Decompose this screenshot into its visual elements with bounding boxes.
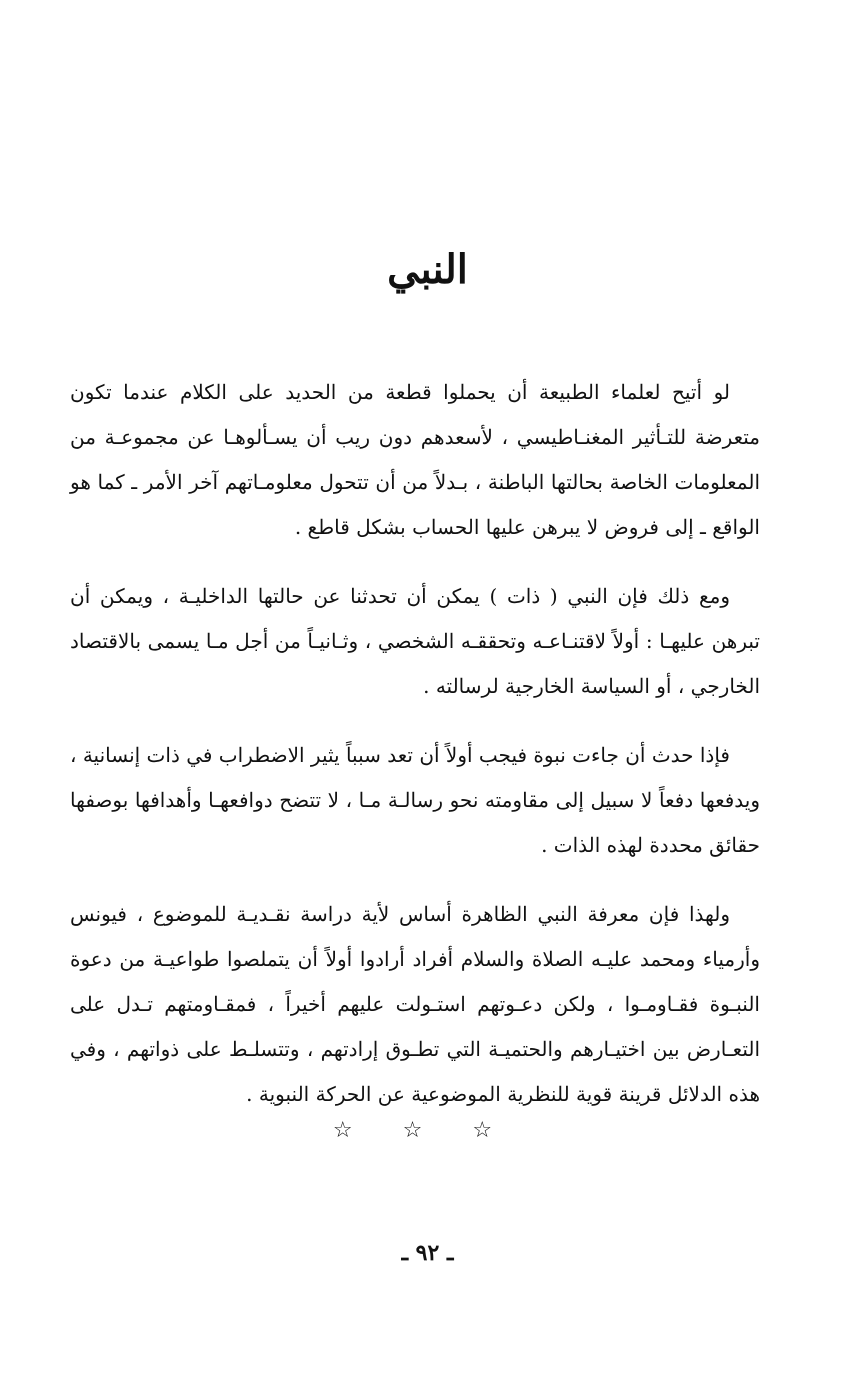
paragraph-2: ومع ذلك فإن النبي ( ذات ) يمكن أن تحدثنا عن حالتها الداخليـة ، ويمكن أن تبرهن عليهـا : أولاً لاقتنـاعـه وتحققـه الشخصي ، وثـانيـاً من أجل مـا يسمى بالاقتصاد الخارجي ، أو السياسة الخارجية لرسالته . [70,584,760,698]
section-separator [0,1118,855,1143]
star-outline-icon: ☆ [402,1118,453,1143]
chapter-title: النبي [387,246,468,293]
paragraph-3: فإذا حدث أن جاءت نبوة فيجب أولاً أن تعد سبباً يثير الاضطراب في ذات إنسانية ، ويدفعها دفعاً لا سبيل إلى مقاومته نحو رسالـة مـا ، لا تتضح دوافعهـا وأهدافها بوصفها حقائق محددة لهذه الذات . [70,743,760,857]
star-outline-icon: ☆ [332,1118,383,1143]
body-text [70,370,760,1141]
paragraph-1: لو أتيح لعلماء الطبيعة أن يحملوا قطعة من الحديد على الكلام عندما تكون متعرضة للتـأثير المغنـاطيسي ، لأسعدهم دون ريب أن يسـألوهـا عن مجموعـة من المعلومات الخاصة بحالتها الباطنة ، بـدلاً من أن تتحول معلومـاتهم آخر الأمر ـ كما هو الواقع ـ إلى فروض لا يبرهن عليها الحساب بشكل قاطع . [70,380,760,539]
page-number: ـ ٩٢ ـ [401,1240,454,1266]
star-outline-icon: ☆ [472,1118,523,1143]
paragraph-4: ولهذا فإن معرفة النبي الظاهرة أساس لأية دراسة نقـديـة للموضوع ، فيونس وأرمياء ومحمد عليـه الصلاة والسلام أفراد أرادوا أولاً أن يتملصوا طواعيـة من دعوة النبـوة فقـاومـوا ، ولكن دعـوتهم استـولت عليهم أخيراً ، فمقـاومتهم تـدل على التعـارض بين اختيـارهم والحتميـة التي تطـوق إرادتهم ، وتتسلـط على ذواتهم ، وفي هذه الدلائل قرينة قوية للنظرية الموضوعية عن الحركة النبوية . [70,902,760,1106]
